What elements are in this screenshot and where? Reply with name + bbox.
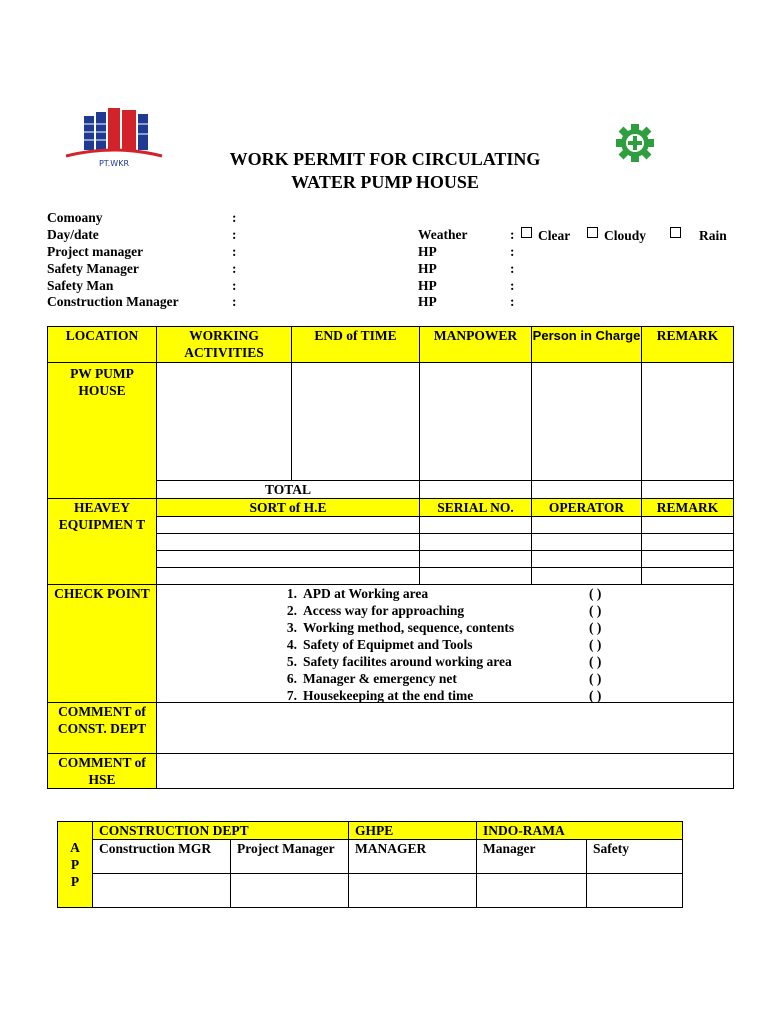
approval-role-row: [58, 840, 683, 874]
group-construction-dept: CONSTRUCTION DEPT: [93, 822, 349, 840]
sman-colon: :: [232, 278, 237, 293]
weather-label: Weather: [418, 227, 468, 242]
check-mark[interactable]: ( ): [589, 671, 602, 686]
manpower-cell[interactable]: [420, 363, 532, 481]
page-title-line1: WORK PERMIT FOR CIRCULATING: [229, 149, 541, 169]
total-remark-cell[interactable]: [642, 481, 734, 499]
he-remark-cell[interactable]: [642, 551, 734, 568]
signature-cell[interactable]: [93, 874, 231, 908]
weather-option-rain[interactable]: Rain: [670, 227, 727, 244]
check-item: 7. Housekeeping at the end time: [286, 688, 474, 703]
header-remark: REMARK: [642, 327, 734, 363]
check-item: 2. Access way for approaching: [286, 603, 465, 618]
cm-colon: :: [232, 294, 237, 309]
comment-const-label: COMMENT of CONST. DEPT: [48, 703, 157, 754]
end-of-time-cell[interactable]: [292, 363, 420, 481]
hp-label: HP: [418, 278, 437, 293]
header-operator: OPERATOR: [532, 499, 642, 517]
sm-colon: :: [232, 261, 237, 276]
hp-colon: :: [510, 278, 515, 293]
daydate-colon: :: [232, 227, 237, 242]
check-mark[interactable]: ( ): [589, 620, 602, 635]
signature-cell[interactable]: [231, 874, 349, 908]
role-manager-ghpe: MANAGER: [349, 840, 477, 874]
pm-colon: :: [232, 244, 237, 259]
check-mark[interactable]: ( ): [589, 637, 602, 652]
he-serial-cell[interactable]: [420, 568, 532, 585]
comment-hse-field[interactable]: [157, 754, 734, 789]
approval-table: [57, 821, 683, 908]
role-project-manager: Project Manager: [231, 840, 349, 874]
check-item: 6. Manager & emergency net: [286, 671, 457, 686]
check-point-label: CHECK POINT: [48, 585, 157, 703]
comment-const-row: [48, 703, 734, 754]
hp-colon: :: [510, 294, 515, 309]
check-item: 3. Working method, sequence, contents: [286, 620, 515, 635]
group-indo-rama: INDO-RAMA: [477, 822, 683, 840]
he-serial-cell[interactable]: [420, 517, 532, 534]
check-item: 4. Safety of Equipmet and Tools: [286, 637, 473, 652]
safety-man-label: Safety Man: [47, 278, 114, 293]
weather-option-cloudy[interactable]: Cloudy: [587, 227, 646, 244]
he-operator-cell[interactable]: [532, 517, 642, 534]
heavy-equipment-label: HEAVEY EQUIPMEN T: [48, 499, 157, 585]
page-title-line2: WATER PUMP HOUSE: [291, 172, 479, 192]
he-operator-cell[interactable]: [532, 534, 642, 551]
he-sort-cell[interactable]: [157, 534, 420, 551]
daydate-label: Day/date: [47, 227, 99, 242]
signature-cell[interactable]: [477, 874, 587, 908]
total-person-cell[interactable]: [532, 481, 642, 499]
signature-cell[interactable]: [587, 874, 683, 908]
approval-signature-row: [58, 874, 683, 908]
header-serial-no: SERIAL NO.: [420, 499, 532, 517]
role-construction-mgr: Construction MGR: [93, 840, 231, 874]
he-serial-cell[interactable]: [420, 551, 532, 568]
check-point-list: [157, 585, 734, 703]
header-location: LOCATION: [48, 327, 157, 363]
total-manpower-cell[interactable]: [420, 481, 532, 499]
group-ghpe: GHPE: [349, 822, 477, 840]
header-remark-2: REMARK: [642, 499, 734, 517]
header-sort-of-he: SORT of H.E: [157, 499, 420, 517]
hp-colon: :: [510, 261, 515, 276]
table-header-row: [48, 327, 734, 363]
working-activities-cell[interactable]: [157, 363, 292, 481]
checkbox-icon[interactable]: [521, 227, 532, 238]
he-operator-cell[interactable]: [532, 551, 642, 568]
header-person-in-charge: Person in Charge: [532, 327, 642, 363]
check-item: 5. Safety facilites around working area: [286, 654, 512, 669]
header-working-activities: WORKING ACTIVITIES: [157, 327, 292, 363]
header-manpower: MANPOWER: [420, 327, 532, 363]
he-sort-cell[interactable]: [157, 517, 420, 534]
safety-manager-label: Safety Manager: [47, 261, 139, 276]
comment-hse-label: COMMENT of HSE: [48, 754, 157, 789]
check-mark[interactable]: ( ): [589, 688, 602, 703]
approval-side-label: A P P: [58, 822, 93, 908]
table-row: [48, 363, 734, 481]
approval-group-row: [58, 822, 683, 840]
check-point-row: [48, 585, 734, 703]
person-in-charge-cell[interactable]: [532, 363, 642, 481]
signature-cell[interactable]: [349, 874, 477, 908]
he-remark-cell[interactable]: [642, 568, 734, 585]
he-remark-cell[interactable]: [642, 534, 734, 551]
remark-cell[interactable]: [642, 363, 734, 481]
he-serial-cell[interactable]: [420, 534, 532, 551]
checkbox-icon[interactable]: [587, 227, 598, 238]
comment-hse-row: [48, 754, 734, 789]
comment-const-field[interactable]: [157, 703, 734, 754]
he-sort-cell[interactable]: [157, 551, 420, 568]
construction-manager-label: Construction Manager: [47, 294, 179, 309]
heavy-equipment-header-row: [48, 499, 734, 517]
header-end-of-time: END of TIME: [292, 327, 420, 363]
project-manager-label: Project manager: [47, 244, 144, 259]
he-operator-cell[interactable]: [532, 568, 642, 585]
he-remark-cell[interactable]: [642, 517, 734, 534]
check-mark[interactable]: ( ): [589, 654, 602, 669]
company-colon: :: [232, 210, 237, 225]
location-value: PW PUMP HOUSE: [48, 363, 157, 499]
check-item: 1. APD at Working area: [286, 586, 429, 601]
weather-option-clear[interactable]: Clear: [521, 227, 570, 244]
role-safety: Safety: [587, 840, 683, 874]
check-mark[interactable]: ( ): [589, 603, 602, 618]
work-permit-table: [47, 326, 734, 789]
hp-colon: :: [510, 244, 515, 259]
company-label: Comoany: [47, 210, 103, 225]
check-mark[interactable]: ( ): [589, 586, 602, 601]
weather-colon: :: [510, 227, 515, 242]
hp-label: HP: [418, 294, 437, 309]
role-manager-indo-rama: Manager: [477, 840, 587, 874]
hp-label: HP: [418, 261, 437, 276]
checkbox-icon[interactable]: [670, 227, 681, 238]
he-sort-cell[interactable]: [157, 568, 420, 585]
hp-label: HP: [418, 244, 437, 259]
total-label: TOTAL: [157, 481, 420, 499]
logo-caption: PT.WKR: [98, 159, 130, 168]
